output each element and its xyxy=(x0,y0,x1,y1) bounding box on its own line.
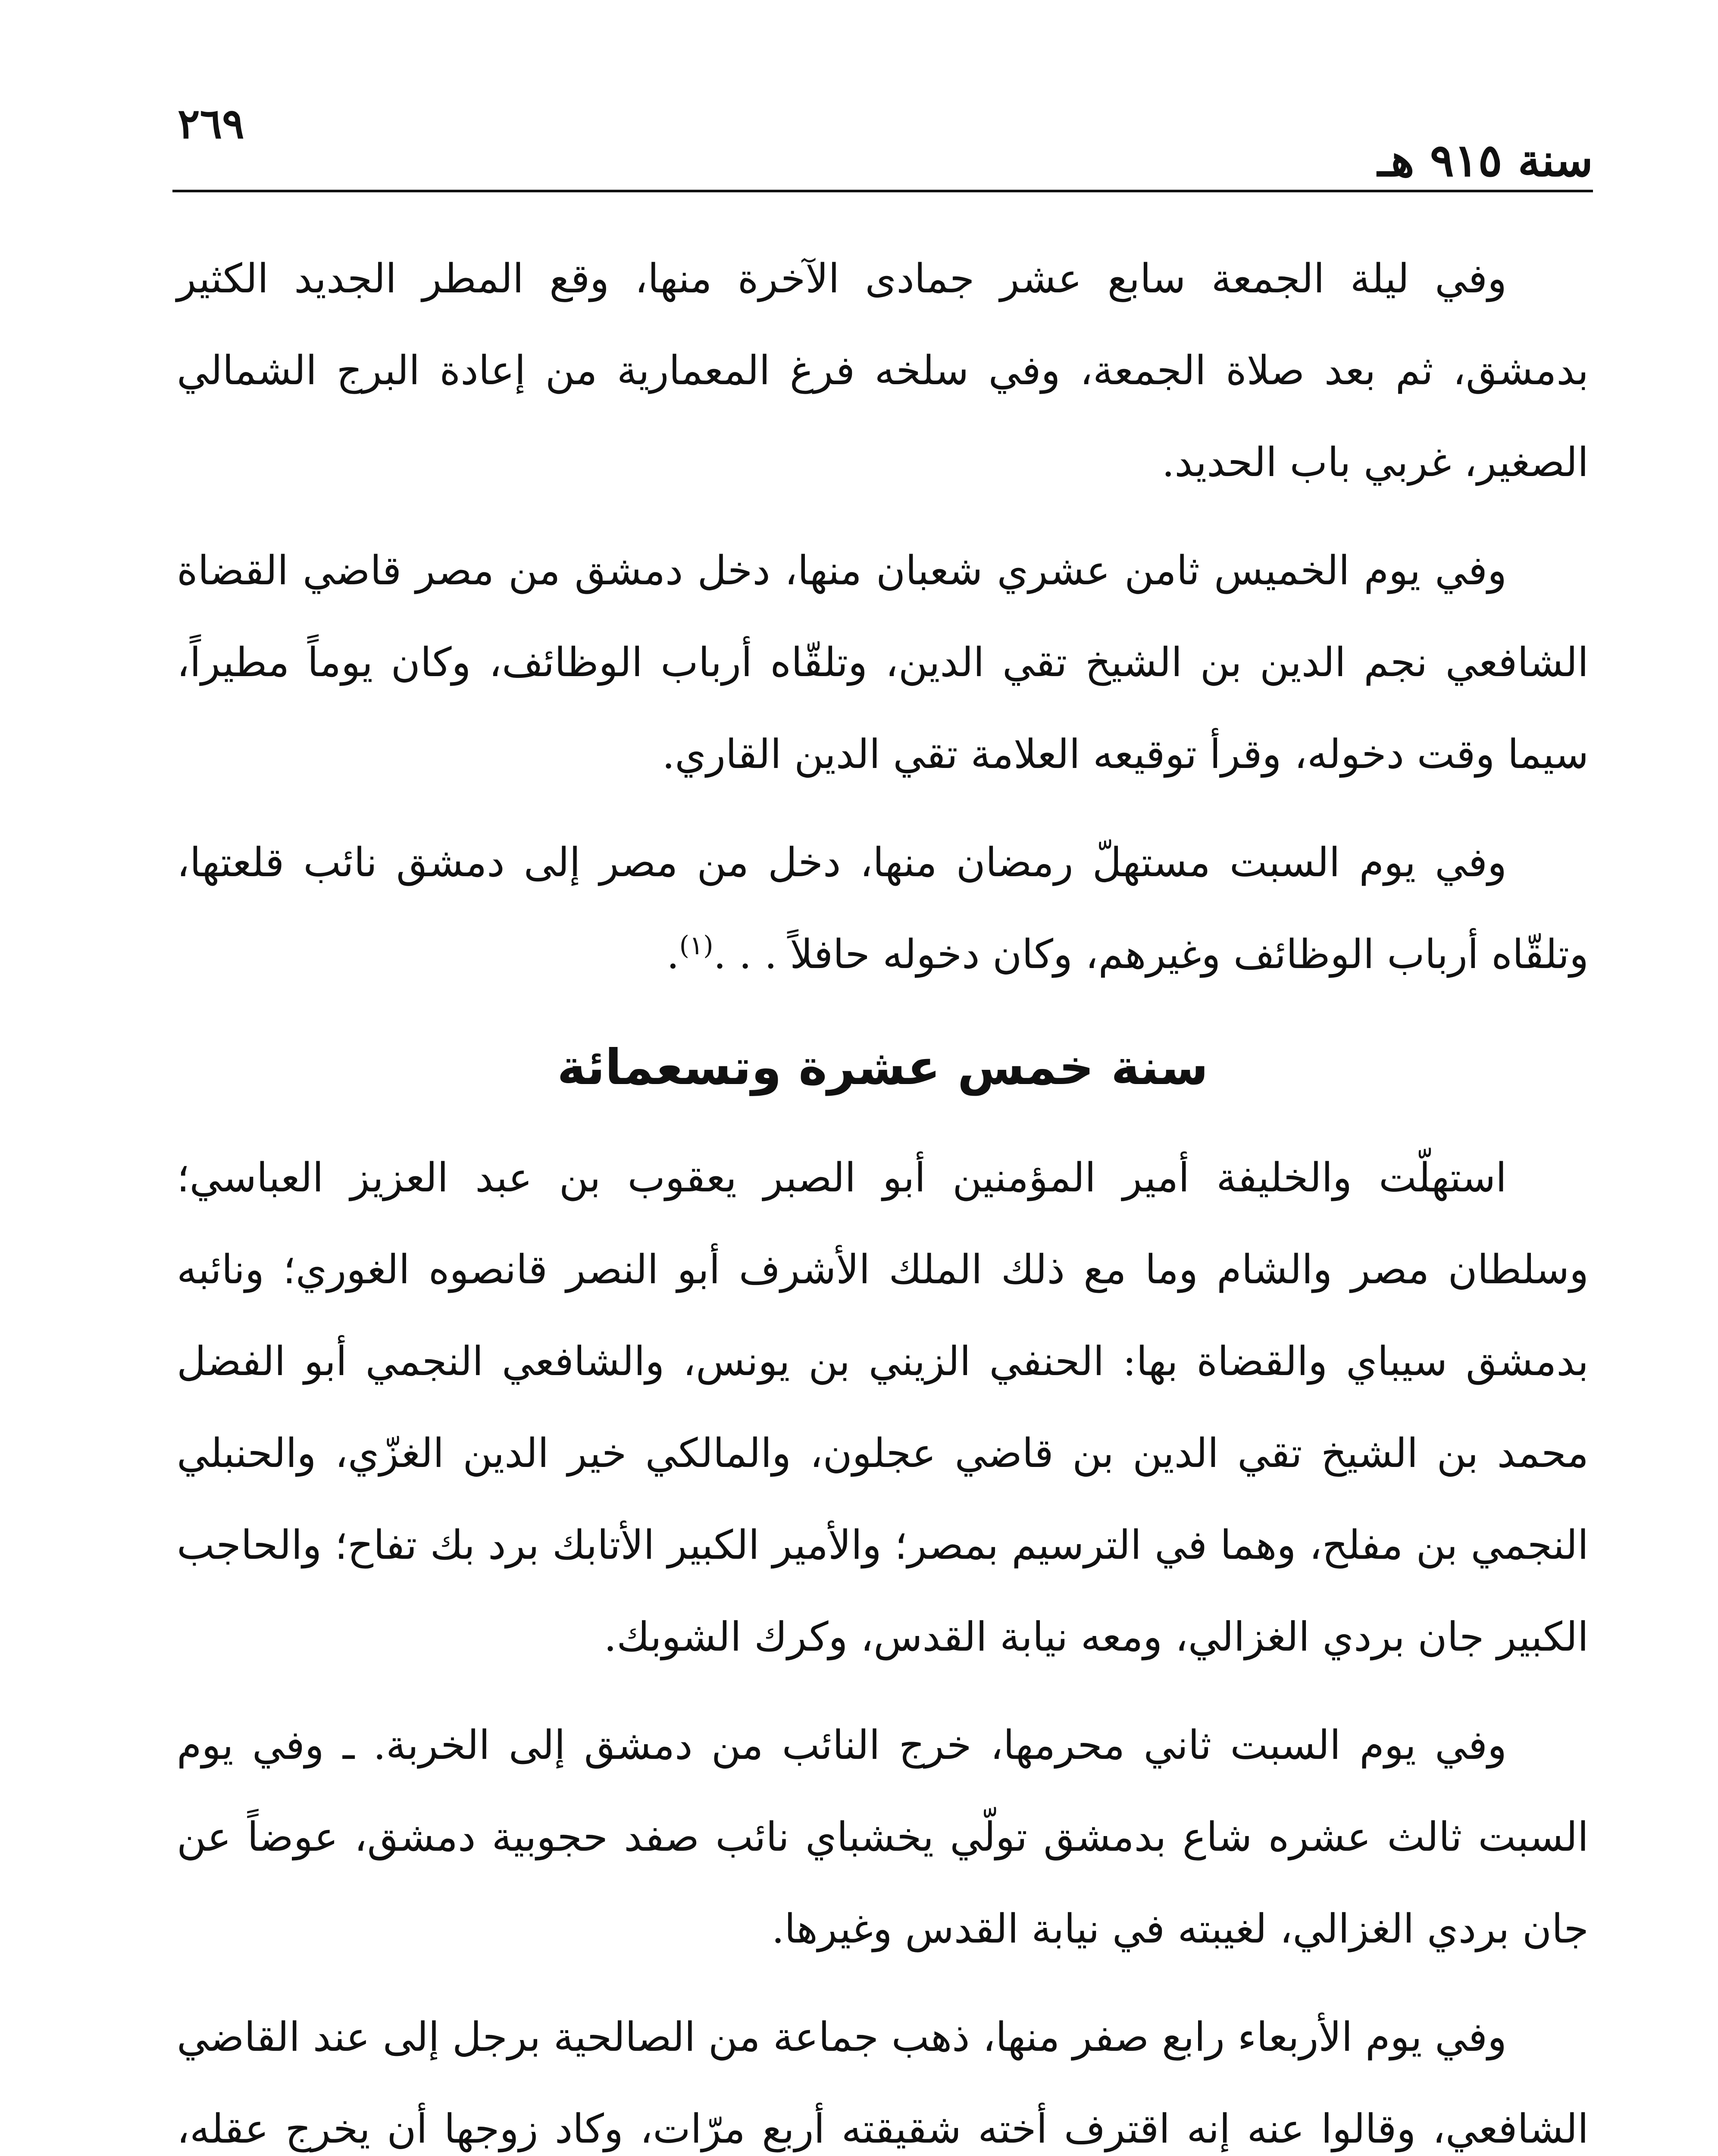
paragraph-with-footnote: وفي يوم السبت مستهلّ رمضان منها، دخل من مصر إلى دمشق نائب قلعتها، وتلقّاه أرباب الوظائف وغيرهم، وكان دخوله حافلاً . . .$^{(١)}$. xyxy=(177,839,1589,978)
paragraph: وفي يوم الأربعاء رابع صفر منها، ذهب جماعة من الصالحية برجل إلى عند القاضي الشافعي، وقالوا عنه إنه اقترف أخته شقيقته أربع مرّات، وكاد زوجها أن يخرج عقله، xyxy=(177,2014,1589,2152)
paragraph: استهلّت والخليفة أمير المؤمنين أبو الصبر يعقوب بن عبد العزيز العباسي؛ وسلطان مصر والشام وما مع ذلك الملك الأشرف أبو النصر قانصوه الغوري؛ ونائبه بدمشق سيباي والقضاة بها: الحنفي الزيني بن يونس، والشافعي النجمي أبو الفضل محمد بن الشيخ تقي الدين بن قاضي عجلون، والمالكي خير الدين الغزّي، والحنبلي النجمي بن مفلح، وهما في الترسيم بمصر؛ والأمير الكبير الأتابك برد بك تفاح؛ والحاجب الكبير جان بردي الغزالي، ومعه نيابة القدس، وكرك الشوبك. xyxy=(177,1154,1589,1660)
section-title: سنة خمس عشرة وتسعمائة xyxy=(557,1039,1208,1096)
paragraph: وفي يوم السبت ثاني محرمها، خرج النائب من دمشق إلى الخربة. ـ وفي يوم السبت ثالث عشره شاع بدمشق تولّي يخشباي نائب صفد حجوبية دمشق، عوضاً عن جان بردي الغزالي، لغيبته في نيابة القدس وغيرها. xyxy=(177,1722,1589,1952)
main-text xyxy=(177,233,1589,2156)
paragraph-text: وفي يوم السبت مستهلّ رمضان منها، دخل من مصر إلى دمشق نائب قلعتها، وتلقّاه أرباب الوظائف وغيرهم، وكان دخوله حافلاً . . . xyxy=(177,839,1589,978)
footnote-reference: (١) xyxy=(679,931,713,961)
running-head: سنة ٩١٥ هـ xyxy=(1377,134,1593,187)
header-rule xyxy=(172,190,1593,192)
paragraph: وفي يوم الخميس ثامن عشري شعبان منها، دخل دمشق من مصر قاضي القضاة الشافعي نجم الدين بن الشيخ تقي الدين، وتلقّاه أرباب الوظائف، وكان يوماً مطيراً، سيما وقت دخوله، وقرأ توقيعه العلامة تقي الدين القاري. xyxy=(177,547,1589,777)
paragraph: وفي ليلة الجمعة سابع عشر جمادى الآخرة منها، وقع المطر الجديد الكثير بدمشق، ثم بعد صلاة الجمعة، وفي سلخه فرغ المعمارية من إعادة البرج الشمالي الصغير، غربي باب الحديد. xyxy=(177,255,1589,486)
page-number: ٢٦٩ xyxy=(178,99,244,148)
page-header xyxy=(172,99,1593,198)
